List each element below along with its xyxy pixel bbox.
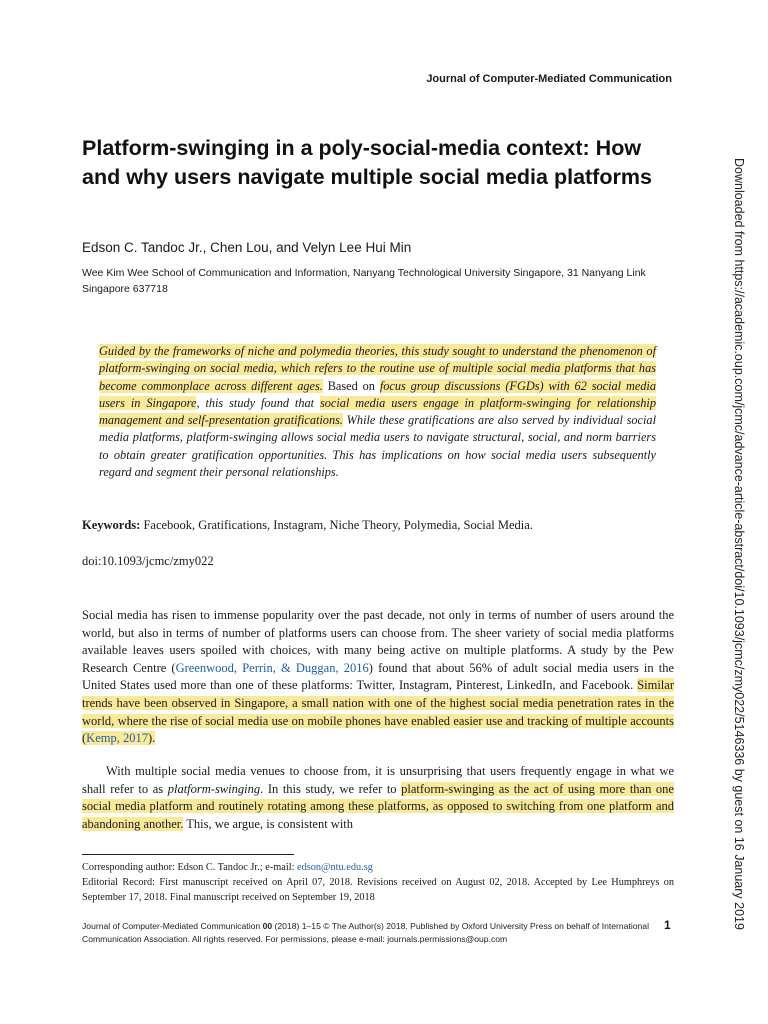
p1-text-1: Social media has risen to immense popularity over the past decade, not only in terms of number of users around the world, but also in terms of number of platforms users can choose from. The sheer variety of social media platforms available leaves users spoiled with choices, with many being active on multiple platforms. A study by the Pew Research Centre ( [82, 608, 674, 675]
p2-highlight: platform-swinging as the act of using more than one social media platform and routinely rotating among these platforms, as opposed to switching from one platform and abandoning another. [82, 781, 674, 831]
abstract-text-3: While these gratifications are also served by individual social media platforms, platform-swinging allows social media users to navigate structural, social, and norm barriers to obtain greater gratification opportunities. This has implications on how social media users subsequently regard and segment their personal relationships. [99, 413, 656, 480]
keywords-label: Keywords: [82, 518, 141, 532]
corresponding-author-text: Corresponding author: Edson C. Tandoc Jr.; e-mail: [82, 862, 298, 873]
abstract-highlight-3: social media users engage in platform-swinging for relationship management and self-presentation gratifications. [99, 395, 656, 428]
abstract-text-1: Based on [322, 378, 380, 393]
abstract-highlight-1: Guided by the frameworks of niche and polymedia theories, this study sought to understand the phenomenon of platform-swinging on social media, which refers to the routine use of multiple social media platforms that has become commonplace across different ages. [99, 344, 656, 393]
doi: doi:10.1093/jcmc/zmy022 [82, 554, 214, 568]
body-paragraph-2 [82, 763, 674, 833]
journal-header: Journal of Computer-Mediated Communication [426, 73, 672, 85]
page-footer [82, 920, 657, 945]
body-paragraph-1 [82, 607, 674, 748]
p1-text-2: ) found that about 56% of adult social media users in the United States used more than one of these platforms: Twitter, Instagram, Pinterest, LinkedIn, and Facebook. [82, 660, 674, 693]
corresponding-author [82, 860, 674, 875]
download-watermark: Downloaded from https://academic.oup.com/jcmc/advance-article-abstract/doi/10.1093/jcmc/zmy022/5146336 by guest on 16 January 2019 [732, 158, 746, 930]
page-number: 1 [664, 918, 671, 932]
affiliation: Wee Kim Wee School of Communication and Information, Nanyang Technological University Singapore, 31 Nanyang Link Singapore 637718 [82, 267, 646, 295]
p1-highlight-text: Similar trends have been observed in Singapore, a small nation with one of the highest social media penetration rates in the world, where the rise of social media use on mobile phones have enabled easier use and tracking of multiple accounts ( [82, 678, 674, 746]
footnote-divider [82, 854, 294, 855]
footnotes [82, 860, 674, 905]
p2-emphasis: platform-swinging [167, 781, 261, 796]
keywords-text: Facebook, Gratifications, Instagram, Niche Theory, Polymedia, Social Media. [140, 518, 533, 532]
author-list: Edson C. Tandoc Jr., Chen Lou, and Velyn Lee Hui Min [82, 240, 412, 255]
abstract-highlight-2: focus group discussions (FGDs) with 62 social media users in Singapore [99, 378, 656, 410]
footer-volume: 00 [262, 921, 273, 931]
footer-suffix: (2018) 1–15 © The Author(s) 2018. Published by Oxford University Press on behalf of International Communication Association. All rights reserved. For permissions, please e-mail: journals.permissions@oup.com [82, 921, 649, 944]
p2-text-1: With multiple social media venues to choose from, it is unsurprising that users frequently engage in what we shall refer to as [82, 764, 674, 796]
editorial-record: Editorial Record: First manuscript received on April 07, 2018. Revisions received on August 02, 2018. Accepted by Lee Humphreys on September 17, 2018. Final manuscript received on September 19, 2018 [82, 877, 674, 903]
citation-link-kemp[interactable]: Kemp, 2017 [86, 731, 148, 746]
citation-link-greenwood[interactable]: Greenwood, Perrin, & Duggan, 2016 [175, 660, 369, 675]
p2-text-3: This, we argue, is consistent with [183, 816, 354, 831]
author-email-link[interactable]: edson@ntu.edu.sg [297, 862, 373, 873]
footer-prefix: Journal of Computer-Mediated Communication [82, 921, 263, 931]
p2-text-2: . In this study, we refer to [260, 781, 402, 796]
abstract [99, 343, 656, 481]
abstract-text-2: , this study found that [196, 395, 320, 410]
p1-highlight-end: ). [147, 731, 156, 746]
keywords [82, 518, 533, 533]
article-title: Platform-swinging in a poly-social-media context: How and why users navigate multiple social media platforms [82, 136, 652, 189]
